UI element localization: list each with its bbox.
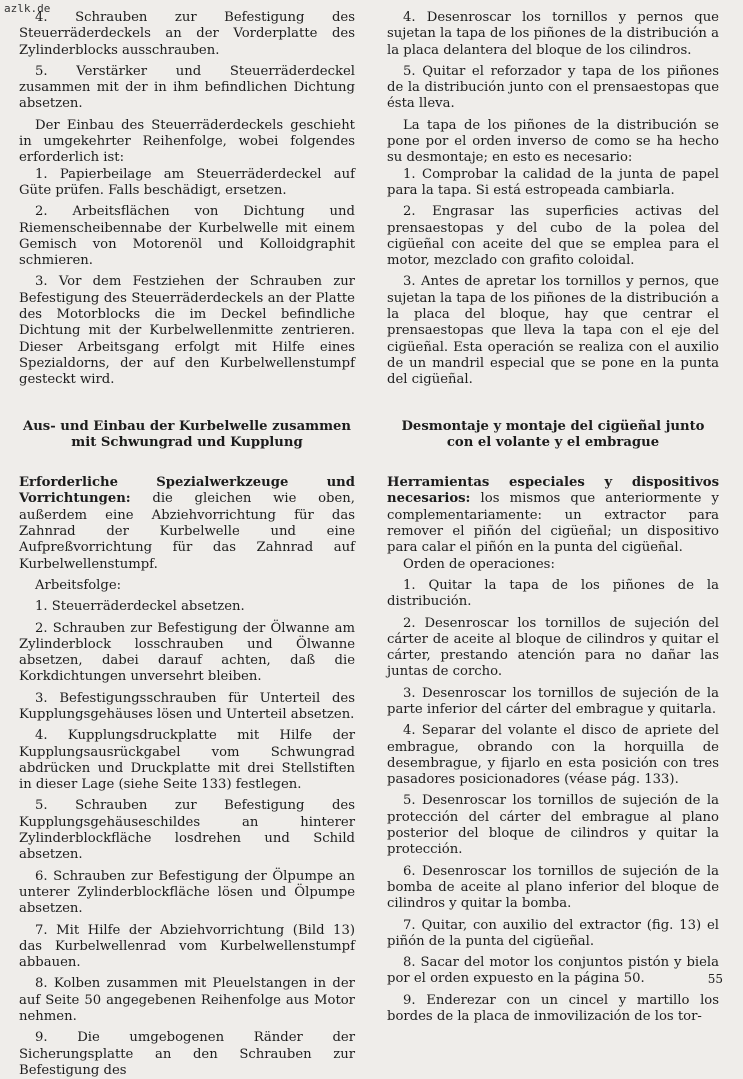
step: 6. Desenroscar los tornillos de sujeción de la bomba de aceite al plano inferior del bloque de cilindros y quitar la bomba.: [387, 863, 719, 912]
page-number: 55: [707, 972, 723, 986]
step: 2. Schrauben zur Befestigung der Ölwanne am Zylinderblock losschrauben und Ölwanne absetzen, dabei darauf achten, daß die Korkdichtungen unversehrt bleiben.: [19, 620, 355, 685]
section-heading: Aus- und Einbau der Kurbelwelle zusammen mit Schwungrad und Kupplung: [22, 418, 352, 450]
paragraph: 5. Verstärker und Steuerräderdeckel zusammen mit der in ihm befindlichen Dichtung absetzen.: [19, 63, 355, 112]
step: 4. Kupplungsdruckplatte mit Hilfe der Kupplungsausrückgabel vom Schwungrad abdrücken und Druckplatte mit drei Stellstiften in dieser Lage (siehe Seite 133) festlegen.: [19, 728, 355, 793]
paragraph: 2. Arbeitsflächen von Dichtung und Riemenscheibennabe der Kurbelwelle mit einem Gemisch von Motorenöl und Kolloidgraphit schmieren.: [19, 204, 355, 269]
step: 4. Separar del volante el disco de apriete del embrague, obrando con la horquilla de desembrague, y fijarlo en esta posición con tres pasadores posicionadores (véase pág. 133).: [387, 723, 719, 788]
watermark: azlk.de: [4, 2, 51, 15]
requirements-label: Erforderliche Spezialwerkzeuge und Vorrichtungen:: [19, 475, 355, 507]
step: 8. Kolben zusammen mit Pleuelstangen in der auf Seite 50 angegebenen Reihenfolge aus Motor nehmen.: [19, 976, 355, 1025]
step: 3. Befestigungsschrauben für Unterteil des Kupplungsgehäuses lösen und Unterteil absetzen.: [19, 690, 355, 722]
paragraph: 4. Desenroscar los tornillos y pernos que sujetan la tapa de los piñones de la distribución a la placa delantera del bloque de los cilindros.: [387, 10, 719, 58]
paragraph: 5. Quitar el reforzador y tapa de los piñones de la distribución junto con el prensaestopas que ésta lleva.: [387, 63, 719, 112]
procedure-label: Orden de operaciones:: [403, 556, 555, 572]
paragraph: 4. Schrauben zur Befestigung des Steuerräderdeckels an der Vorderplatte des Zylinderblocks ausschrauben.: [19, 10, 355, 58]
step: 1. Quitar la tapa de los piñones de la distribución.: [387, 577, 719, 610]
paragraph: 3. Vor dem Festziehen der Schrauben zur Befestigung des Steuerräderdeckels an der Platte des Motorblocks die im Deckel befindliche Dichtung mit der Kurbelwellenmitte zentrieren. Dieser Arbeitsgang erfolgt mit Hilfe eines Spezialdorns, der auf den Kurbelwellenstumpf gesteckt wird.: [19, 274, 355, 388]
requirements-label: Herramientas especiales y dispositivos necesarios:: [387, 475, 719, 507]
step: 3. Desenroscar los tornillos de sujeción de la parte inferior del cárter del embrague y quitarla.: [387, 685, 719, 717]
section-heading: Desmontaje y montaje del cigüeñal junto con el volante y el embrague: [401, 418, 705, 450]
paragraph: 3. Antes de apretar los tornillos y pernos, que sujetan la tapa de los piñones de la distribución a la placa del bloque, hay que centrar el prensaestopas que lleva la tapa con el eje del cigüeñal. Esta operación se realiza con el auxilio de un mandril especial que se pone en la punta del cigüeñal.: [387, 274, 719, 388]
paragraph: Der Einbau des Steuerräderdeckels geschieht in umgekehrter Reihenfolge, wobei folgendes erforderlich ist:: [19, 117, 355, 166]
step: 6. Schrauben zur Befestigung der Ölpumpe an unterer Zylinderblockfläche lösen und Ölpumpe absetzen.: [19, 868, 355, 917]
step: 2. Desenroscar los tornillos de sujeción del cárter de aceite al bloque de cilindros y quitar el cárter, prestando atención para no dañar las juntas de corcho.: [387, 615, 719, 680]
requirements-text: die gleichen wie oben, außerdem eine Abziehvorrichtung für das Zahnrad der Kurbelwelle und eine Aufpreßvorrichtung für das Zahnrad auf Kurbelwellenstumpf.: [19, 491, 355, 572]
step: 5. Schrauben zur Befestigung des Kupplungsgehäuseschildes an hinterer Zylinderblockfläche losdrehen und Schild absetzen.: [19, 798, 355, 863]
paragraph: 1. Comprobar la calidad de la junta de papel para la tapa. Si está estropeada cambiarla.: [387, 166, 719, 198]
step: 7. Quitar, con auxilio del extractor (fig. 13) el piñón de la punta del cigüeñal.: [387, 917, 719, 949]
paragraph: 2. Engrasar las superficies activas del prensaestopas y del cubo de la polea del cigüeñal con aceite del que se emplea para el motor, mezclado con grafito coloidal.: [387, 204, 719, 269]
step: 8. Sacar del motor los conjuntos pistón y biela por el orden expuesto en la página 50.: [387, 955, 719, 987]
step: 1. Steuerräderdeckel absetzen.: [35, 599, 245, 615]
step: 9. Enderezar con un cincel y martillo los bordes de la placa de inmovilización de los tor-: [387, 992, 719, 1025]
step: 9. Die umgebogenen Ränder der Sicherungsplatte an den Schrauben zur Befestigung des: [19, 1030, 355, 1078]
step: 7. Mit Hilfe der Abziehvorrichtung (Bild 13) das Kurbelwellenrad vom Kurbelwellenstumpf abbauen.: [19, 922, 355, 971]
requirements-text: los mismos que anteriormente y complementariamente: un extractor para remover el piñón del cigüeñal; un dispositivo para calar el piñón en la punta del cigüeñal.: [387, 491, 719, 556]
german-column: [19, 10, 355, 1079]
paragraph: La tapa de los piñones de la distribución se pone por el orden inverso de como se ha hecho su desmontaje; en esto es necesario:: [387, 117, 719, 166]
requirements-paragraph: [387, 475, 719, 556]
requirements-paragraph: [19, 475, 355, 573]
step: 5. Desenroscar los tornillos de sujeción de la protección del cárter del embrague al plano posterior del bloque de cilindros y quitar la protección.: [387, 793, 719, 858]
paragraph: 1. Papierbeilage am Steuerräderdeckel auf Güte prüfen. Falls beschädigt, ersetzen.: [19, 166, 355, 198]
procedure-label: Arbeitsfolge:: [35, 577, 122, 593]
spanish-column: [387, 10, 719, 1025]
